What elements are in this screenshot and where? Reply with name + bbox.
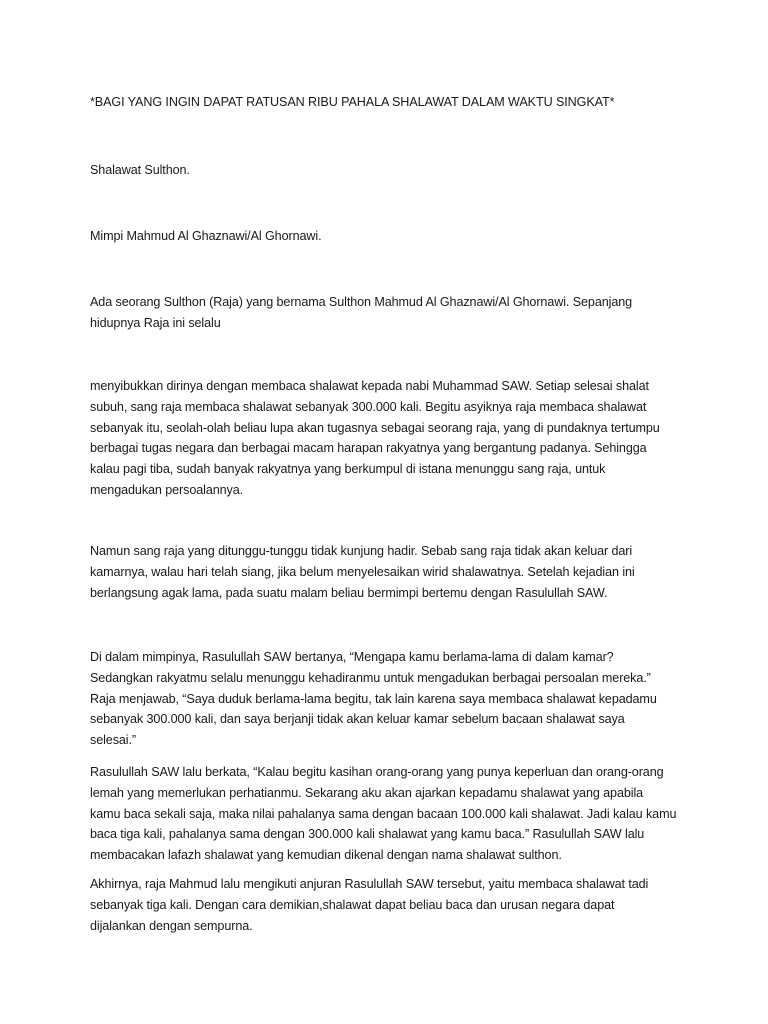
paragraph-2: menyibukkan dirinya dengan membaca shalawat kepada nabi Muhammad SAW. Setiap selesai shalat subuh, sang raja membaca shalawat sebanyak 300.000 kali. Begitu asyiknya raja membaca shalawat sebanyak itu, seolah-olah beliau lupa akan tugasnya sebagai seorang raja, yang di pundaknya tertumpu berbagai tugas negara dan berbagai macam harapan rakyatnya yang bergantung padanya. Sehingga kalau pagi tiba, sudah banyak rakyatnya yang berkumpul di istana menunggu sang raja, untuk mengadukan persoalannya. (90, 379, 660, 497)
document-title: Shalawat Sulthon. (90, 163, 190, 177)
paragraph-3: Namun sang raja yang ditunggu-tunggu tidak kunjung hadir. Sebab sang raja tidak akan keluar dari kamarnya, walau hari telah siang, jika belum menyelesaikan wirid shalawatnya. Setelah kejadian ini berlangsung agak lama, pada suatu malam beliau bermimpi bertemu dengan Rasulullah SAW. (90, 544, 635, 600)
paragraph-6: Akhirnya, raja Mahmud lalu mengikuti anjuran Rasulullah SAW tersebut, yaitu membaca shalawat tadi sebanyak tiga kali. Dengan cara demikian,shalawat dapat beliau baca dan urusan negara dapat dijalankan dengan sempurna. (90, 877, 649, 933)
paragraph-1: Ada seorang Sulthon (Raja) yang bernama Sulthon Mahmud Al Ghaznawi/Al Ghornawi. Sepanjang hidupnya Raja ini selalu (90, 295, 633, 330)
document-subtitle: Mimpi Mahmud Al Ghaznawi/Al Ghornawi. (90, 229, 322, 243)
paragraph-5: Rasulullah SAW lalu berkata, “Kalau begitu kasihan orang-orang yang punya keperluan dan orang-orang lemah yang memerlukan perhatianmu. Sekarang aku akan ajarkan kepadamu shalawat yang apabila kamu baca sekali saja, maka nilai pahalanya sama dengan bacaan 100.000 kali shalawat. Jadi kalau kamu baca tiga kali, pahalanya sama dengan 300.000 kali shalawat yang kamu baca.” Rasulullah SAW lalu membacakan lafazh shalawat yang kemudian dikenal dengan nama shalawat sulthon. (90, 765, 677, 863)
paragraph-4: Di dalam mimpinya, Rasulullah SAW bertanya, “Mengapa kamu berlama-lama di dalam kamar? Sedangkan rakyatmu selalu menunggu kehadiranmu untuk mengadukan berbagai persoalan mereka.” Raja menjawab, “Saya duduk berlama-lama begitu, tak lain karena saya membaca shalawat kepadamu sebanyak 300.000 kali, dan saya berjanji tidak akan keluar kamar sebelum bacaan shalawat saya selesai.” (90, 650, 657, 748)
document-heading: *BAGI YANG INGIN DAPAT RATUSAN RIBU PAHALA SHALAWAT DALAM WAKTU SINGKAT* (90, 95, 615, 109)
